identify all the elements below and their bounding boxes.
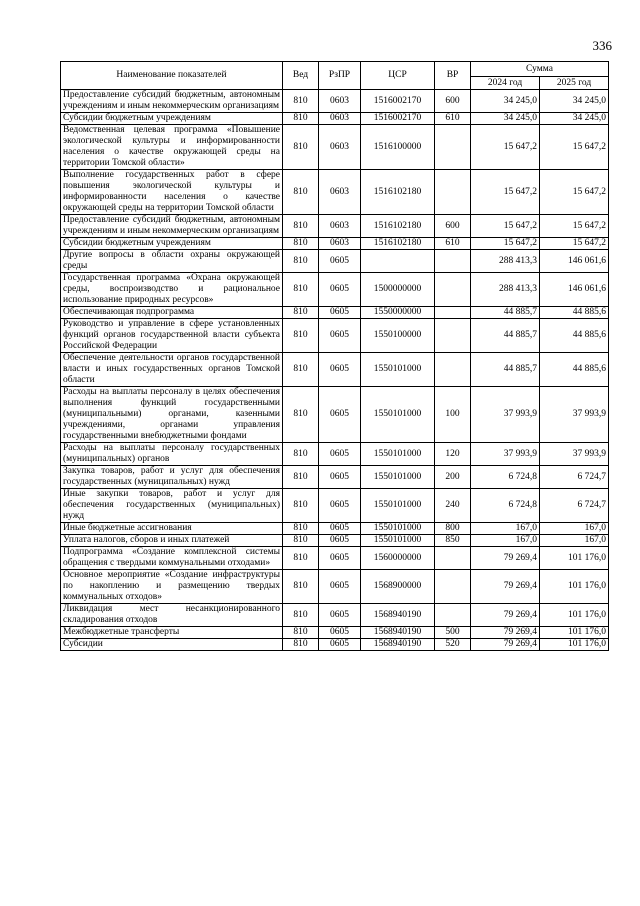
cell-rzpr: 0603	[319, 170, 361, 215]
cell-sum-2025: 101 176,0	[540, 627, 609, 639]
cell-sum-2025: 146 061,6	[540, 250, 609, 273]
cell-ved: 810	[283, 215, 319, 238]
cell-rzpr: 0605	[319, 307, 361, 319]
cell-csr: 1550101000	[361, 489, 435, 523]
cell-ved: 810	[283, 639, 319, 651]
cell-sum-2024: 6 724,8	[471, 466, 540, 489]
cell-sum-2024: 167,0	[471, 523, 540, 535]
cell-rzpr: 0605	[319, 273, 361, 307]
cell-rzpr: 0603	[319, 90, 361, 113]
cell-sum-2024: 79 269,4	[471, 570, 540, 604]
cell-csr: 1516102180	[361, 238, 435, 250]
cell-vr	[435, 250, 471, 273]
cell-sum-2025: 101 176,0	[540, 604, 609, 627]
cell-name: Ведомственная целевая программа «Повышение экологической культуры и информированности населения о качестве окружающей среды на территории Томской области»	[61, 125, 283, 170]
cell-sum-2024: 167,0	[471, 535, 540, 547]
cell-vr: 600	[435, 215, 471, 238]
table-row	[61, 215, 609, 238]
cell-rzpr: 0605	[319, 639, 361, 651]
cell-vr	[435, 307, 471, 319]
cell-sum-2025: 37 993,9	[540, 443, 609, 466]
cell-sum-2025: 167,0	[540, 523, 609, 535]
cell-sum-2025: 6 724,7	[540, 489, 609, 523]
cell-csr: 1568940190	[361, 604, 435, 627]
cell-rzpr: 0605	[319, 353, 361, 387]
cell-csr: 1550101000	[361, 523, 435, 535]
cell-name: Подпрограмма «Создание комплексной системы обращения с твердыми коммунальными отходами»	[61, 547, 283, 570]
cell-name: Другие вопросы в области охраны окружающей среды	[61, 250, 283, 273]
cell-vr: 610	[435, 238, 471, 250]
cell-ved: 810	[283, 170, 319, 215]
cell-csr: 1550101000	[361, 353, 435, 387]
table-row	[61, 547, 609, 570]
cell-vr: 200	[435, 466, 471, 489]
cell-sum-2024: 288 413,3	[471, 250, 540, 273]
cell-sum-2024: 37 993,9	[471, 443, 540, 466]
cell-rzpr: 0603	[319, 113, 361, 125]
cell-rzpr: 0603	[319, 238, 361, 250]
cell-ved: 810	[283, 523, 319, 535]
table-row	[61, 535, 609, 547]
table-row	[61, 170, 609, 215]
cell-vr	[435, 547, 471, 570]
cell-sum-2024: 79 269,4	[471, 604, 540, 627]
cell-sum-2024: 6 724,8	[471, 489, 540, 523]
cell-name: Основное мероприятие «Создание инфраструктуры по накоплению и размещению твердых коммунальных отходов»	[61, 570, 283, 604]
cell-vr: 800	[435, 523, 471, 535]
header-name: Наименование показателей	[61, 62, 283, 90]
cell-vr	[435, 353, 471, 387]
cell-rzpr: 0605	[319, 443, 361, 466]
cell-csr: 1550101000	[361, 387, 435, 443]
table-row	[61, 125, 609, 170]
cell-sum-2024: 34 245,0	[471, 113, 540, 125]
table-row	[61, 113, 609, 125]
cell-sum-2025: 44 885,6	[540, 353, 609, 387]
table-row	[61, 523, 609, 535]
cell-sum-2024: 44 885,7	[471, 319, 540, 353]
cell-rzpr: 0605	[319, 570, 361, 604]
header-ved: Вед	[283, 62, 319, 90]
cell-sum-2024: 79 269,4	[471, 547, 540, 570]
cell-ved: 810	[283, 547, 319, 570]
cell-vr	[435, 604, 471, 627]
cell-sum-2024: 79 269,4	[471, 639, 540, 651]
cell-sum-2025: 34 245,0	[540, 90, 609, 113]
cell-sum-2024: 15 647,2	[471, 238, 540, 250]
cell-sum-2024: 15 647,2	[471, 125, 540, 170]
cell-ved: 810	[283, 443, 319, 466]
cell-sum-2025: 15 647,2	[540, 215, 609, 238]
cell-vr	[435, 170, 471, 215]
cell-name: Иные бюджетные ассигнования	[61, 523, 283, 535]
header-csr: ЦСР	[361, 62, 435, 90]
cell-name: Субсидии бюджетным учреждениям	[61, 238, 283, 250]
cell-sum-2025: 34 245,0	[540, 113, 609, 125]
cell-name: Расходы на выплаты персоналу в целях обеспечения выполнения функций государственными (муниципальными) органами, казенными учреждениями, органами управления государственными внебюджетными фондами	[61, 387, 283, 443]
cell-csr: 1550101000	[361, 443, 435, 466]
cell-vr	[435, 570, 471, 604]
table-row	[61, 639, 609, 651]
cell-ved: 810	[283, 90, 319, 113]
cell-sum-2025: 44 885,6	[540, 319, 609, 353]
cell-rzpr: 0605	[319, 489, 361, 523]
header-year-2024: 2024 год	[471, 77, 540, 90]
header-vr: ВР	[435, 62, 471, 90]
table-row	[61, 387, 609, 443]
cell-csr: 1500000000	[361, 273, 435, 307]
cell-csr: 1568940190	[361, 639, 435, 651]
cell-ved: 810	[283, 250, 319, 273]
cell-ved: 810	[283, 273, 319, 307]
table-row	[61, 627, 609, 639]
cell-sum-2025: 15 647,2	[540, 238, 609, 250]
table-header	[61, 62, 609, 90]
cell-csr: 1516002170	[361, 113, 435, 125]
cell-vr: 600	[435, 90, 471, 113]
cell-sum-2025: 15 647,2	[540, 125, 609, 170]
cell-name: Предоставление субсидий бюджетным, автономным учреждениям и иным некоммерческим организациям	[61, 90, 283, 113]
cell-vr: 610	[435, 113, 471, 125]
cell-vr: 120	[435, 443, 471, 466]
cell-csr: 1568900000	[361, 570, 435, 604]
cell-sum-2024: 15 647,2	[471, 215, 540, 238]
cell-vr	[435, 319, 471, 353]
cell-vr: 500	[435, 627, 471, 639]
table-row	[61, 90, 609, 113]
cell-sum-2025: 167,0	[540, 535, 609, 547]
cell-csr: 1568940190	[361, 627, 435, 639]
cell-ved: 810	[283, 466, 319, 489]
cell-ved: 810	[283, 307, 319, 319]
cell-name: Обеспечение деятельности органов государственной власти и иных государственных органов Томской области	[61, 353, 283, 387]
table-row	[61, 489, 609, 523]
header-year-2025: 2025 год	[540, 77, 609, 90]
cell-csr: 1516102180	[361, 170, 435, 215]
table-row	[61, 466, 609, 489]
cell-sum-2025: 101 176,0	[540, 570, 609, 604]
cell-rzpr: 0605	[319, 387, 361, 443]
cell-ved: 810	[283, 113, 319, 125]
cell-name: Закупка товаров, работ и услуг для обеспечения государственных (муниципальных) нужд	[61, 466, 283, 489]
cell-sum-2024: 15 647,2	[471, 170, 540, 215]
cell-sum-2025: 15 647,2	[540, 170, 609, 215]
cell-ved: 810	[283, 489, 319, 523]
table-row	[61, 307, 609, 319]
budget-table	[60, 61, 609, 651]
header-rzpr: РзПР	[319, 62, 361, 90]
table-row	[61, 273, 609, 307]
cell-sum-2025: 146 061,6	[540, 273, 609, 307]
cell-rzpr: 0605	[319, 466, 361, 489]
cell-rzpr: 0603	[319, 215, 361, 238]
cell-csr: 1550000000	[361, 307, 435, 319]
cell-csr: 1550100000	[361, 319, 435, 353]
cell-ved: 810	[283, 125, 319, 170]
cell-rzpr: 0605	[319, 523, 361, 535]
cell-csr: 1560000000	[361, 547, 435, 570]
table-row	[61, 319, 609, 353]
cell-name: Ликвидация мест несанкционированного складирования отходов	[61, 604, 283, 627]
cell-rzpr: 0605	[319, 319, 361, 353]
cell-ved: 810	[283, 627, 319, 639]
cell-vr: 850	[435, 535, 471, 547]
cell-vr: 240	[435, 489, 471, 523]
cell-ved: 810	[283, 319, 319, 353]
cell-sum-2024: 44 885,7	[471, 353, 540, 387]
cell-rzpr: 0605	[319, 604, 361, 627]
cell-csr: 1550101000	[361, 535, 435, 547]
cell-vr	[435, 273, 471, 307]
cell-name: Межбюджетные трансферты	[61, 627, 283, 639]
cell-sum-2025: 37 993,9	[540, 387, 609, 443]
cell-ved: 810	[283, 238, 319, 250]
cell-csr: 1550101000	[361, 466, 435, 489]
cell-sum-2024: 37 993,9	[471, 387, 540, 443]
cell-sum-2024: 34 245,0	[471, 90, 540, 113]
table-row	[61, 604, 609, 627]
table-row	[61, 250, 609, 273]
page-number: 336	[592, 38, 612, 53]
cell-name: Расходы на выплаты персоналу государственных (муниципальных) органов	[61, 443, 283, 466]
cell-rzpr: 0605	[319, 250, 361, 273]
cell-name: Предоставление субсидий бюджетным, автономным учреждениям и иным некоммерческим организациям	[61, 215, 283, 238]
cell-csr: 1516100000	[361, 125, 435, 170]
cell-ved: 810	[283, 353, 319, 387]
table-row	[61, 443, 609, 466]
table-row	[61, 353, 609, 387]
table-row	[61, 238, 609, 250]
cell-csr: 1516002170	[361, 90, 435, 113]
cell-name: Уплата налогов, сборов и иных платежей	[61, 535, 283, 547]
cell-ved: 810	[283, 570, 319, 604]
cell-vr: 100	[435, 387, 471, 443]
cell-csr	[361, 250, 435, 273]
cell-rzpr: 0605	[319, 547, 361, 570]
cell-name: Иные закупки товаров, работ и услуг для обеспечения государственных (муниципальных) нужд	[61, 489, 283, 523]
cell-vr: 520	[435, 639, 471, 651]
cell-rzpr: 0605	[319, 627, 361, 639]
cell-ved: 810	[283, 387, 319, 443]
cell-name: Субсидии бюджетным учреждениям	[61, 113, 283, 125]
cell-ved: 810	[283, 604, 319, 627]
header-sum: Сумма	[471, 62, 609, 77]
cell-sum-2025: 101 176,0	[540, 547, 609, 570]
cell-ved: 810	[283, 535, 319, 547]
cell-rzpr: 0603	[319, 125, 361, 170]
cell-rzpr: 0605	[319, 535, 361, 547]
cell-sum-2025: 6 724,7	[540, 466, 609, 489]
cell-sum-2024: 288 413,3	[471, 273, 540, 307]
cell-vr	[435, 125, 471, 170]
cell-sum-2025: 44 885,6	[540, 307, 609, 319]
cell-sum-2024: 79 269,4	[471, 627, 540, 639]
table-row	[61, 570, 609, 604]
cell-name: Государственная программа «Охрана окружающей среды, воспроизводство и рациональное использование природных ресурсов»	[61, 273, 283, 307]
cell-csr: 1516102180	[361, 215, 435, 238]
cell-name: Субсидии	[61, 639, 283, 651]
cell-name: Обеспечивающая подпрограмма	[61, 307, 283, 319]
cell-name: Руководство и управление в сфере установленных функций органов государственной власти субъекта Российской Федерации	[61, 319, 283, 353]
cell-sum-2024: 44 885,7	[471, 307, 540, 319]
cell-name: Выполнение государственных работ в сфере повышения экологической культуры и информированности населения о качестве окружающей среды на территории Томской области	[61, 170, 283, 215]
table-body	[61, 90, 609, 651]
cell-sum-2025: 101 176,0	[540, 639, 609, 651]
